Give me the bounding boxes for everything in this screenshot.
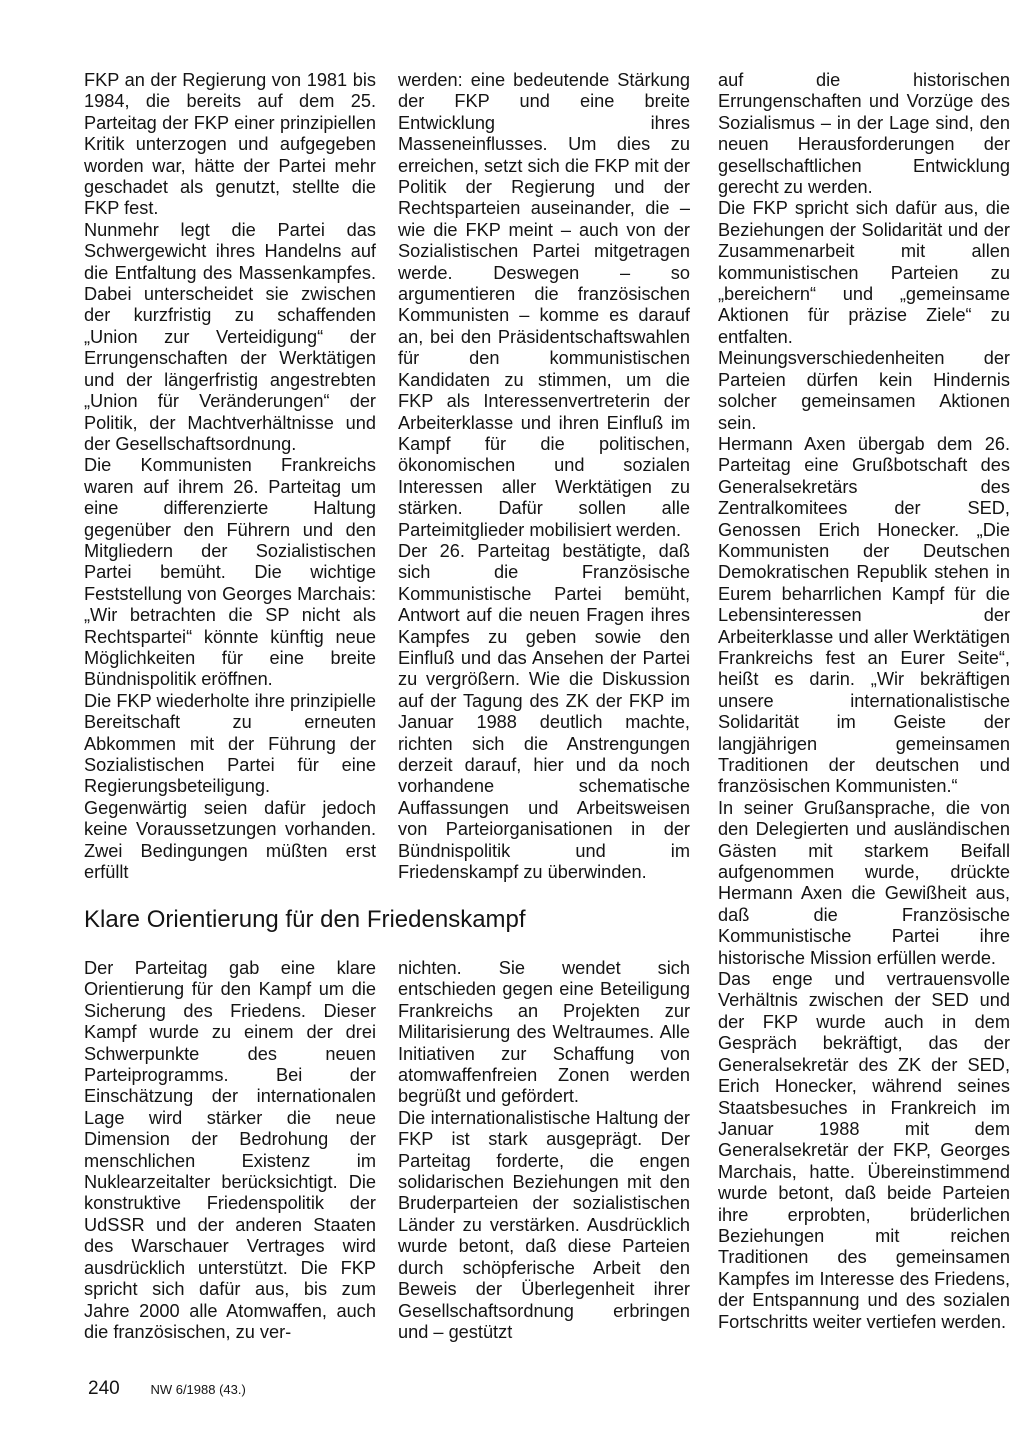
paragraph: Die FKP spricht sich dafür aus, die Beziehungen der Solidarität und der Zusammenarbeit mit allen kommunistischen Parteien zu „bereichern“ und „gemeinsame Aktionen für präzise Ziele“ zu entfalten. Meinungsverschiedenheiten der Parteien dürfen kein Hindernis solcher gemeinsamen Aktionen sein. <box>718 198 1010 433</box>
paragraph: In seiner Grußansprache, die von den Delegierten und ausländischen Gästen mit starkem Beifall aufgenommen wurde, drückte Hermann Axen die Gewißheit aus, daß die Französische Kommunistische Partei ihre historische Mission erfüllen werde. <box>718 797 1010 968</box>
source-reference: NW 6/1988 (43.) <box>150 1382 246 1397</box>
column-1-top <box>84 70 376 883</box>
section-heading: Klare Orientierung für den Friedenskampf <box>84 906 526 933</box>
paragraph: Der 26. Parteitag bestätigte, daß sich die Französische Kommunistische Partei bemüht, Antwort auf die neuen Fragen ihres Kampfes zu geben sowie den Einfluß und das Ansehen der Partei zu vergrößern. Wie die Diskussion auf der Tagung des ZK der FKP im Januar 1988 deutlich machte, richten sich die Anstrengungen derzeit darauf, hier und da noch vorhandene schematische Auffassungen und Arbeitsweisen von Parteiorganisationen in der Bündnispolitik und im Friedenskampf zu überwinden. <box>398 540 690 883</box>
paragraph: werden: eine bedeutende Stärkung der FKP und eine breite Entwicklung ihres Masseneinflusses. Um dies zu erreichen, setzt sich die FKP mit der Politik der Regierung und der Rechtsparteien auseinander, die – wie die FKP meint – auch von der Sozialistischen Partei mitgetragen werde. Deswegen – so argumentieren die französischen Kommunisten – komme es darauf an, bei den Präsidentschaftswahlen für den kommunistischen Kandidaten zu stimmen, um die FKP als Interessenvertreterin der Arbeiterklasse und ihren Einfluß im Kampf für die politischen, ökonomischen und sozialen Interessen aller Werktätigen zu stärken. Dafür sollen alle Parteimitglieder mobilisiert werden. <box>398 70 690 540</box>
paragraph: nichten. Sie wendet sich entschieden gegen eine Beteiligung Frankreichs an Projekten zur Militarisierung des Weltraumes. Alle Initiativen zur Schaffung von atomwaffenfreien Zonen werden begrüßt und gefördert. <box>398 958 690 1107</box>
column-2-bottom <box>398 958 690 1343</box>
paragraph: Die Kommunisten Frankreichs waren auf ihrem 26. Parteitag um eine differenzierte Haltung gegenüber den Führern und den Mitgliedern der Sozialistischen Partei bemüht. Die wichtige Feststellung von Georges Marchais: „Wir betrachten die SP nicht als Rechtspartei“ könnte künftig neue Möglichkeiten für eine breite Bündnispolitik eröffnen. <box>84 455 376 690</box>
page-number: 240 <box>88 1378 120 1399</box>
paragraph: auf die historischen Errungenschaften und Vorzüge des Sozialismus – in der Lage sind, den neuen Herausforderungen der gesellschaftlichen Entwicklung gerecht zu werden. <box>718 70 1010 198</box>
paragraph: Die internationalistische Haltung der FKP ist stark ausgeprägt. Der Parteitag forderte, die engen solidarischen Beziehungen mit den Bruderparteien der sozialistischen Länder zu verstärken. Ausdrücklich wurde betont, daß diese Parteien durch schöpferische Arbeit den Beweis der Überlegenheit ihrer Gesellschaftsordnung erbringen und – gestützt <box>398 1107 690 1342</box>
column-3 <box>718 70 1010 1333</box>
paragraph: Die FKP wiederholte ihre prinzipielle Bereitschaft zu erneuten Abkommen mit der Führung der Sozialistischen Partei für eine Regierungsbeteiligung. Gegenwärtig seien dafür jedoch keine Voraussetzungen vorhanden. Zwei Bedingungen müßten erst erfüllt <box>84 690 376 883</box>
paragraph: Der Parteitag gab eine klare Orientierung für den Kampf um die Sicherung des Friedens. Dieser Kampf wurde zu einem der drei Schwerpunkte des neuen Parteiprogramms. Bei der Einschätzung der internationalen Lage wird stärker die neue Dimension der Bedrohung der menschlichen Existenz im Nuklearzeitalter berücksichtigt. Die konstruktive Friedenspolitik der UdSSR und der anderen Staaten des Warschauer Vertrages wird ausdrücklich unterstützt. Die FKP spricht sich dafür aus, bis zum Jahre 2000 alle Atomwaffen, auch die französischen, zu ver- <box>84 958 376 1342</box>
column-2-top <box>398 70 690 883</box>
page-footer <box>88 1378 246 1400</box>
paragraph: FKP an der Regierung von 1981 bis 1984, die bereits auf dem 25. Parteitag der FKP einer prinzipiellen Kritik unterzogen und aufgegeben worden war, hätte der Partei mehr geschadet als genutzt, stellte die FKP fest. <box>84 70 376 219</box>
paragraph: Das enge und vertrauensvolle Verhältnis zwischen der SED und der FKP wurde auch in dem Gespräch bekräftigt, das der Generalsekretär des ZK der SED, Erich Honecker, während seines Staatsbesuches in Frankreich im Januar 1988 mit dem Generalsekretär der FKP, Georges Marchais, hatte. Übereinstimmend wurde betont, daß beide Parteien ihre erprobten, brüderlichen Beziehungen mit reichen Traditionen des gemeinsamen Kampfes im Interesse des Friedens, der Entspannung und des sozialen Fortschritts weiter vertiefen werden. <box>718 969 1010 1332</box>
column-1-bottom <box>84 958 376 1343</box>
paragraph: Nunmehr legt die Partei das Schwergewicht ihres Handelns auf die Entfaltung des Massenkampfes. Dabei unterscheidet sie zwischen der kurzfristig zu schaffenden „Union zur Verteidigung“ der Errungenschaften der Werktätigen und der längerfristig angestrebten „Union für Veränderungen“ der Politik, der Machtverhältnisse und der Gesellschaftsordnung. <box>84 219 376 454</box>
paragraph: Hermann Axen übergab dem 26. Parteitag eine Grußbotschaft des Generalsekretärs des Zentralkomitees der SED, Genossen Erich Honecker. „Die Kommunisten der Deutschen Demokratischen Republik stehen in Eurem beharrlichen Kampf für die Lebensinteressen der Arbeiterklasse und aller Werktätigen Frankreichs fest an Eurer Seite“, heißt es darin. „Wir bekräftigen unsere internationalistische Solidarität im Geiste der langjährigen gemeinsamen Traditionen der deutschen und französischen Kommunisten.“ <box>718 433 1010 797</box>
